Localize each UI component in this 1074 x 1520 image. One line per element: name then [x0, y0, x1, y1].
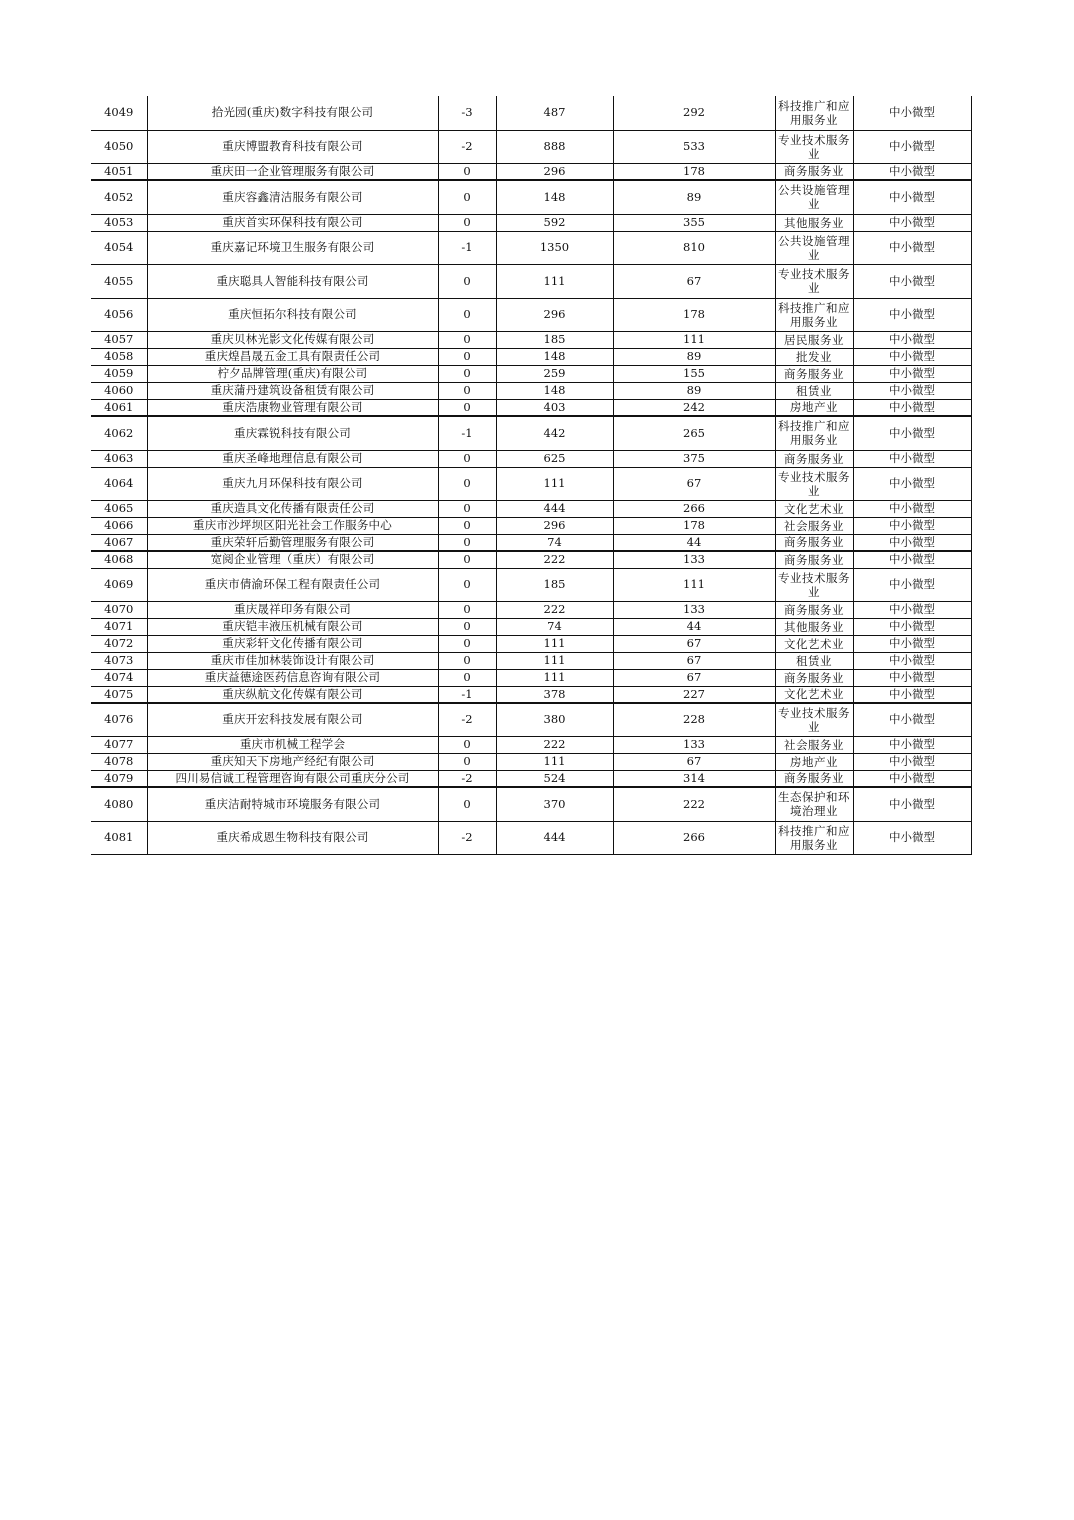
value-a: 592 — [496, 214, 613, 231]
table-row — [91, 130, 971, 163]
change-value: 0 — [438, 568, 496, 601]
enterprise-size: 中小微型 — [853, 416, 971, 450]
row-number: 4051 — [91, 163, 147, 180]
change-value: -2 — [438, 703, 496, 736]
change-value: 0 — [438, 787, 496, 821]
industry-label: 商务服务业 — [775, 770, 853, 787]
enterprise-size: 中小微型 — [853, 214, 971, 231]
enterprise-size: 中小微型 — [853, 787, 971, 821]
company-name: 重庆彩轩文化传播有限公司 — [147, 635, 438, 652]
table-row — [91, 450, 971, 467]
industry-label: 商务服务业 — [775, 601, 853, 618]
value-a: 74 — [496, 618, 613, 635]
table-row — [91, 736, 971, 753]
table-row — [91, 635, 971, 652]
value-a: 296 — [496, 163, 613, 180]
industry-label: 商务服务业 — [775, 365, 853, 382]
enterprise-size: 中小微型 — [853, 331, 971, 348]
value-b: 178 — [613, 163, 775, 180]
row-number: 4065 — [91, 500, 147, 517]
change-value: 0 — [438, 264, 496, 298]
table-row — [91, 399, 971, 416]
change-value: -1 — [438, 686, 496, 703]
company-name: 重庆蒲丹建筑设备租赁有限公司 — [147, 382, 438, 399]
row-number: 4062 — [91, 416, 147, 450]
industry-label: 其他服务业 — [775, 618, 853, 635]
industry-label: 专业技术服务业 — [775, 703, 853, 736]
industry-label: 商务服务业 — [775, 450, 853, 467]
row-number: 4055 — [91, 264, 147, 298]
value-b: 67 — [613, 264, 775, 298]
table-row — [91, 214, 971, 231]
value-b: 89 — [613, 180, 775, 214]
enterprise-size: 中小微型 — [853, 736, 971, 753]
change-value: 0 — [438, 517, 496, 534]
industry-label: 专业技术服务业 — [775, 264, 853, 298]
value-b: 227 — [613, 686, 775, 703]
value-a: 148 — [496, 348, 613, 365]
value-a: 625 — [496, 450, 613, 467]
value-b: 133 — [613, 551, 775, 568]
row-number: 4081 — [91, 821, 147, 854]
table-row — [91, 652, 971, 669]
change-value: 0 — [438, 180, 496, 214]
enterprise-size: 中小微型 — [853, 534, 971, 551]
row-number: 4071 — [91, 618, 147, 635]
table-row — [91, 298, 971, 331]
enterprise-size: 中小微型 — [853, 264, 971, 298]
change-value: 0 — [438, 669, 496, 686]
industry-label: 文化艺术业 — [775, 500, 853, 517]
change-value: 0 — [438, 467, 496, 500]
company-name: 重庆益德途医药信息咨询有限公司 — [147, 669, 438, 686]
enterprise-size: 中小微型 — [853, 180, 971, 214]
company-name: 重庆容鑫清洁服务有限公司 — [147, 180, 438, 214]
value-b: 111 — [613, 568, 775, 601]
row-number: 4060 — [91, 382, 147, 399]
table-row — [91, 686, 971, 703]
row-number: 4052 — [91, 180, 147, 214]
company-name: 重庆纵航文化传媒有限公司 — [147, 686, 438, 703]
table-row — [91, 467, 971, 500]
value-a: 222 — [496, 736, 613, 753]
industry-label: 其他服务业 — [775, 214, 853, 231]
company-name: 重庆市佳加林装饰设计有限公司 — [147, 652, 438, 669]
value-a: 111 — [496, 264, 613, 298]
industry-label: 批发业 — [775, 348, 853, 365]
industry-label: 商务服务业 — [775, 163, 853, 180]
enterprise-size: 中小微型 — [853, 500, 971, 517]
value-a: 380 — [496, 703, 613, 736]
row-number: 4056 — [91, 298, 147, 331]
row-number: 4076 — [91, 703, 147, 736]
change-value: 0 — [438, 450, 496, 467]
row-number: 4078 — [91, 753, 147, 770]
value-b: 67 — [613, 669, 775, 686]
company-name: 重庆博盟教育科技有限公司 — [147, 130, 438, 163]
change-value: 0 — [438, 618, 496, 635]
company-name: 重庆希成恩生物科技有限公司 — [147, 821, 438, 854]
change-value: 0 — [438, 601, 496, 618]
table-row — [91, 500, 971, 517]
value-a: 148 — [496, 180, 613, 214]
enterprise-size: 中小微型 — [853, 703, 971, 736]
value-a: 111 — [496, 635, 613, 652]
table-row — [91, 348, 971, 365]
row-number: 4050 — [91, 130, 147, 163]
industry-label: 科技推广和应用服务业 — [775, 298, 853, 331]
enterprise-size: 中小微型 — [853, 635, 971, 652]
company-name: 重庆霖锐科技有限公司 — [147, 416, 438, 450]
company-name: 重庆市倩渝环保工程有限责任公司 — [147, 568, 438, 601]
value-a: 259 — [496, 365, 613, 382]
change-value: -2 — [438, 821, 496, 854]
row-number: 4059 — [91, 365, 147, 382]
enterprise-size: 中小微型 — [853, 163, 971, 180]
industry-label: 生态保护和环境治理业 — [775, 787, 853, 821]
company-name: 重庆九月环保科技有限公司 — [147, 467, 438, 500]
enterprise-size: 中小微型 — [853, 298, 971, 331]
row-number: 4072 — [91, 635, 147, 652]
company-name: 重庆知天下房地产经纪有限公司 — [147, 753, 438, 770]
table-row — [91, 231, 971, 264]
value-b: 533 — [613, 130, 775, 163]
company-name: 重庆市机械工程学会 — [147, 736, 438, 753]
value-b: 89 — [613, 382, 775, 399]
table-row — [91, 669, 971, 686]
change-value: 0 — [438, 331, 496, 348]
value-b: 222 — [613, 787, 775, 821]
value-b: 133 — [613, 601, 775, 618]
value-b: 67 — [613, 652, 775, 669]
change-value: 0 — [438, 736, 496, 753]
table-row — [91, 534, 971, 551]
company-name: 重庆首实环保科技有限公司 — [147, 214, 438, 231]
company-name: 重庆聪具人智能科技有限公司 — [147, 264, 438, 298]
change-value: -2 — [438, 770, 496, 787]
industry-label: 租赁业 — [775, 652, 853, 669]
row-number: 4058 — [91, 348, 147, 365]
value-b: 67 — [613, 753, 775, 770]
value-a: 370 — [496, 787, 613, 821]
table-row — [91, 753, 971, 770]
enterprise-size: 中小微型 — [853, 821, 971, 854]
enterprise-size: 中小微型 — [853, 517, 971, 534]
value-a: 1350 — [496, 231, 613, 264]
value-b: 228 — [613, 703, 775, 736]
table-row — [91, 821, 971, 854]
table-row — [91, 180, 971, 214]
enterprise-size: 中小微型 — [853, 568, 971, 601]
industry-label: 商务服务业 — [775, 534, 853, 551]
value-b: 133 — [613, 736, 775, 753]
change-value: -3 — [438, 96, 496, 130]
company-name: 重庆贝林光影文化传媒有限公司 — [147, 331, 438, 348]
company-name: 重庆铠丰液压机械有限公司 — [147, 618, 438, 635]
industry-label: 房地产业 — [775, 399, 853, 416]
industry-label: 科技推广和应用服务业 — [775, 416, 853, 450]
value-b: 178 — [613, 298, 775, 331]
value-a: 148 — [496, 382, 613, 399]
enterprise-size: 中小微型 — [853, 551, 971, 568]
value-b: 266 — [613, 500, 775, 517]
company-name: 重庆荣轩后勤管理服务有限公司 — [147, 534, 438, 551]
value-b: 67 — [613, 635, 775, 652]
industry-label: 租赁业 — [775, 382, 853, 399]
enterprise-size: 中小微型 — [853, 96, 971, 130]
company-name: 宽阅企业管理（重庆）有限公司 — [147, 551, 438, 568]
change-value: 0 — [438, 348, 496, 365]
row-number: 4070 — [91, 601, 147, 618]
company-name: 重庆晟祥印务有限公司 — [147, 601, 438, 618]
row-number: 4053 — [91, 214, 147, 231]
table-row — [91, 601, 971, 618]
value-a: 444 — [496, 821, 613, 854]
change-value: 0 — [438, 399, 496, 416]
enterprise-size: 中小微型 — [853, 770, 971, 787]
value-a: 444 — [496, 500, 613, 517]
value-b: 242 — [613, 399, 775, 416]
company-name: 重庆煌昌晟五金工具有限责任公司 — [147, 348, 438, 365]
change-value: 0 — [438, 500, 496, 517]
change-value: 0 — [438, 382, 496, 399]
table-row — [91, 96, 971, 130]
row-number: 4066 — [91, 517, 147, 534]
table-row — [91, 551, 971, 568]
value-b: 44 — [613, 618, 775, 635]
table-row — [91, 264, 971, 298]
value-b: 44 — [613, 534, 775, 551]
value-b: 178 — [613, 517, 775, 534]
row-number: 4063 — [91, 450, 147, 467]
value-b: 265 — [613, 416, 775, 450]
row-number: 4068 — [91, 551, 147, 568]
table-row — [91, 331, 971, 348]
value-b: 155 — [613, 365, 775, 382]
change-value: 0 — [438, 534, 496, 551]
value-a: 487 — [496, 96, 613, 130]
value-a: 111 — [496, 652, 613, 669]
enterprise-size: 中小微型 — [853, 652, 971, 669]
enterprise-size: 中小微型 — [853, 348, 971, 365]
row-number: 4061 — [91, 399, 147, 416]
value-b: 314 — [613, 770, 775, 787]
enterprise-size: 中小微型 — [853, 686, 971, 703]
table-row — [91, 382, 971, 399]
value-a: 185 — [496, 331, 613, 348]
enterprise-size: 中小微型 — [853, 467, 971, 500]
value-b: 111 — [613, 331, 775, 348]
row-number: 4067 — [91, 534, 147, 551]
row-number: 4049 — [91, 96, 147, 130]
row-number: 4073 — [91, 652, 147, 669]
change-value: -1 — [438, 231, 496, 264]
value-b: 810 — [613, 231, 775, 264]
value-a: 111 — [496, 467, 613, 500]
company-name: 重庆造具文化传播有限责任公司 — [147, 500, 438, 517]
value-b: 355 — [613, 214, 775, 231]
company-name: 拾光园(重庆)数字科技有限公司 — [147, 96, 438, 130]
change-value: -2 — [438, 130, 496, 163]
industry-label: 文化艺术业 — [775, 635, 853, 652]
enterprise-size: 中小微型 — [853, 382, 971, 399]
company-name: 重庆浩康物业管理有限公司 — [147, 399, 438, 416]
industry-label: 科技推广和应用服务业 — [775, 821, 853, 854]
change-value: 0 — [438, 753, 496, 770]
enterprise-size: 中小微型 — [853, 231, 971, 264]
industry-label: 文化艺术业 — [775, 686, 853, 703]
value-a: 378 — [496, 686, 613, 703]
table-row — [91, 416, 971, 450]
value-a: 888 — [496, 130, 613, 163]
company-name: 重庆开宏科技发展有限公司 — [147, 703, 438, 736]
value-a: 296 — [496, 298, 613, 331]
company-name: 重庆圣峰地理信息有限公司 — [147, 450, 438, 467]
change-value: 0 — [438, 635, 496, 652]
enterprise-size: 中小微型 — [853, 618, 971, 635]
enterprise-size: 中小微型 — [853, 601, 971, 618]
table-row — [91, 517, 971, 534]
row-number: 4069 — [91, 568, 147, 601]
industry-label: 商务服务业 — [775, 669, 853, 686]
enterprise-size: 中小微型 — [853, 753, 971, 770]
company-name: 重庆恒拓尔科技有限公司 — [147, 298, 438, 331]
industry-label: 社会服务业 — [775, 736, 853, 753]
enterprise-size: 中小微型 — [853, 399, 971, 416]
row-number: 4075 — [91, 686, 147, 703]
row-number: 4079 — [91, 770, 147, 787]
value-b: 292 — [613, 96, 775, 130]
row-number: 4077 — [91, 736, 147, 753]
change-value: -1 — [438, 416, 496, 450]
value-b: 266 — [613, 821, 775, 854]
table-row — [91, 770, 971, 787]
industry-label: 商务服务业 — [775, 551, 853, 568]
value-a: 111 — [496, 753, 613, 770]
value-b: 375 — [613, 450, 775, 467]
company-name: 重庆嘉记环境卫生服务有限公司 — [147, 231, 438, 264]
row-number: 4064 — [91, 467, 147, 500]
company-name: 四川易信诚工程管理咨询有限公司重庆分公司 — [147, 770, 438, 787]
table-row — [91, 703, 971, 736]
value-a: 222 — [496, 601, 613, 618]
row-number: 4057 — [91, 331, 147, 348]
company-name: 重庆洁耐特城市环境服务有限公司 — [147, 787, 438, 821]
enterprise-size: 中小微型 — [853, 669, 971, 686]
table-row — [91, 163, 971, 180]
value-a: 442 — [496, 416, 613, 450]
change-value: 0 — [438, 163, 496, 180]
change-value: 0 — [438, 551, 496, 568]
change-value: 0 — [438, 652, 496, 669]
industry-label: 公共设施管理业 — [775, 231, 853, 264]
industry-label: 专业技术服务业 — [775, 568, 853, 601]
change-value: 0 — [438, 214, 496, 231]
enterprise-size: 中小微型 — [853, 130, 971, 163]
row-number: 4074 — [91, 669, 147, 686]
value-a: 185 — [496, 568, 613, 601]
value-a: 111 — [496, 669, 613, 686]
change-value: 0 — [438, 365, 496, 382]
table-row — [91, 568, 971, 601]
industry-label: 居民服务业 — [775, 331, 853, 348]
industry-label: 专业技术服务业 — [775, 467, 853, 500]
value-a: 222 — [496, 551, 613, 568]
table-row — [91, 365, 971, 382]
company-name: 重庆市沙坪坝区阳光社会工作服务中心 — [147, 517, 438, 534]
value-a: 403 — [496, 399, 613, 416]
value-a: 74 — [496, 534, 613, 551]
row-number: 4054 — [91, 231, 147, 264]
value-b: 67 — [613, 467, 775, 500]
value-a: 296 — [496, 517, 613, 534]
industry-label: 公共设施管理业 — [775, 180, 853, 214]
row-number: 4080 — [91, 787, 147, 821]
value-b: 89 — [613, 348, 775, 365]
industry-label: 房地产业 — [775, 753, 853, 770]
industry-label: 科技推广和应用服务业 — [775, 96, 853, 130]
value-a: 524 — [496, 770, 613, 787]
table-row — [91, 618, 971, 635]
table-row — [91, 787, 971, 821]
enterprise-size: 中小微型 — [853, 450, 971, 467]
company-table — [91, 96, 972, 855]
enterprise-size: 中小微型 — [853, 365, 971, 382]
industry-label: 社会服务业 — [775, 517, 853, 534]
change-value: 0 — [438, 298, 496, 331]
company-name: 柠夕品牌管理(重庆)有限公司 — [147, 365, 438, 382]
company-name: 重庆田一企业管理服务有限公司 — [147, 163, 438, 180]
industry-label: 专业技术服务业 — [775, 130, 853, 163]
